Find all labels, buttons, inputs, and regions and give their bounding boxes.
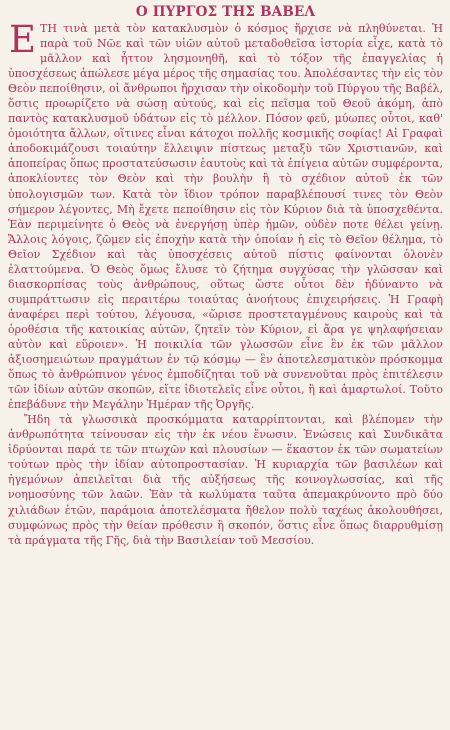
drop-cap-letter: Ε [9,18,37,61]
paragraph-2: Ἤδη τὰ γλωσσικὰ προσκόμματα καταρρίπτονται, καὶ βλέπομεν τὴν ἀνθρωπότητα τείνουσαν εἰς τὴν ἐκ νέου ἕνωσιν. Ἑνώσεις καὶ Συνδικᾶτα ἱδρύονται παρά τε τῶν πτωχῶν καὶ πλουσίων — ἕκαστον ἐκ τῶν σωματείων τούτων πρὸς τὴν ἰδίαν αὐτοπροστασίαν. Ἡ κυριαρχία τῶν βασιλέων καὶ ἡγεμόνων ἀπειλεῖται διὰ τῆς αὐξήσεως τῆς κοινογλωσσίας, καὶ τῆς νοημοσύνης τῶν λαῶν. Ἐὰν τὰ κωλύματα ταῦτα ἀπεμακρύνοντο πρὸ δύο χιλιάδων ἐτῶν, παράμοια ἀποτελέσματα ἤθελον πολὺ ταχέως ἀκολουθήσει, συμφώνως πρὸς τὴν θείαν πρόθεσιν ἢ σκοπόν, ὅστις εἶνε ὅπως διαρρυθμίσῃ τὰ πράγματα τῆς Γῆς, διὰ τὴν Βασιλείαν τοῦ Μεσσίου. [8,413,443,547]
paragraph-1 [8,18,443,412]
paragraph-1-text: ΤΗ τινὰ μετὰ τὸν κατακλυσμὸν ὁ κόσμος ἤρχισε νὰ πληθύνεται. Ἡ παρὰ τοῦ Νῶε καὶ τῶν υἱῶν αὐτοῦ μεταδοθεῖσα ἱστορία εἶχε, κατὰ τὸ μᾶλλον καὶ ἧττον λησμονηθῆ, καὶ τὸ τόξον τῆς ἐπαγγελίας ἡ ὑποσχέσεως ἀπώλεσε μέγα μέρος τῆς σημασίας του. Ἀπολέσαντες τὴν εἰς τὸν Θεὸν πεποίθησιν, οἱ ἄνθρωποι ἤρχισαν τὴν οἰκοδομὴν τοῦ Πύργου τῆς Βαβέλ, ὅστις προωρίζετο νὰ σώσῃ αὐτούς, καὶ εἰς πεῖσμα τοῦ Θεοῦ ἀκόμη, ἀπὸ παντὸς κατακλυσμοῦ ὑδάτων εἰς τὸ μέλλον. Πόσον φεῦ, μύωπες οὗτοι, καθ' ὁμοιότητα ἄλλων, οἵτινες εἶναι κάτοχοι πολλῆς κοσμικῆς σοφίας! Αἱ Γραφαὶ ἀποδοκιμάζουσι τοιαύτην ἔλλειψιν πίστεως μεταξὺ τῶν Χριστιανῶν, καὶ ἀποπείρας ὅπως προστατεύσωσιν ἑαυτοὺς καὶ τὰ ἐπίγεια αὐτῶν συμφέροντα, ἀποκλίοντες τὸν Θεὸν καὶ τὴν βουλὴν ἢ τὸ σχέδιον αὐτοῦ ἐκ τῶν ὑπολογισμῶν των. Κατὰ τὸν ἴδιον τρόπον παραβλέπουσί τινες τὸν Θεὸν σήμερον λέγοντες, Μὴ ἔχετε πεποίθησιν εἰς τὸν Κύριον διὰ τὰ ὑποσχεθέντα. Ἐὰν περιμείνητε ὁ Θεὸς νὰ ἐνεργήσῃ ὑπὲρ ἡμῶν, οὐδὲν ποτε θέλει γείνῃ. Ἄλλοις λόγοις, ζῶμεν εἰς ἐποχὴν κατὰ τὴν ὁποίαν ἡ εἰς τὸ Θεῖον θέλημα, τὸ Θεῖον Σχέδιον καὶ τὰς ὑποσχέσεις αὐτοῦ πίστις φαίνονται ὁλονὲν ἐλαττούμενα. Ὁ Θεὸς ὅμως ἔλυσε τὸ ζήτημα συγχύσας τὴν γλῶσσαν καὶ διασκορπίσας τοὺς ἀνθρώπους, οὕτως ὥστε οὗτοι δὲν ἠδύναντο νὰ συμπράττωσιν εἰς περαιτέρω τοιαύτας ἀνοήτους ἐπιχειρήσεις. Ἡ Γραφὴ ἀναφέρει περὶ τούτου, λέγουσα, «ὥρισε προστεταγμένους καιροὺς καὶ τὰ ὁροθέσια τῆς κατοικίας αὐτῶν, ζητεῖν τὸν Κύριον, εἰ ἄρα γε ψηλαφήσειαν αὐτὸν καὶ εὕροιεν». Ἡ ποικιλία τῶν γλωσσῶν εἶνε ἓν ἐκ τῶν μᾶλλον ἀξιοσημειώτων πραγμάτων ἐν τῷ κόσμῳ — ἓν ἀποτελεσματικὸν πρόσκομμα ὅπως τὸ ἀνθρώπινον γένος ἐμποδίζηται τοῦ νὰ συνενοῦται πρὸς ἐπιτέλεσιν τῶν ἰδίων αὐτῶν σκοπῶν, εἴτε ἰδιοτελεῖς εἶνε οὗτοι, ἢ καὶ ἁμαρτωλοί. Τοῦτο ἐπεβάδυνε τὴν Μεγάλην Ἡμέραν τῆς Ὀργῆς. [8,22,443,412]
article-title: Ο ΠΥΡΓΟΣ ΤΗΣ ΒΑΒΕΛ [135,4,316,20]
article-body [8,18,443,548]
